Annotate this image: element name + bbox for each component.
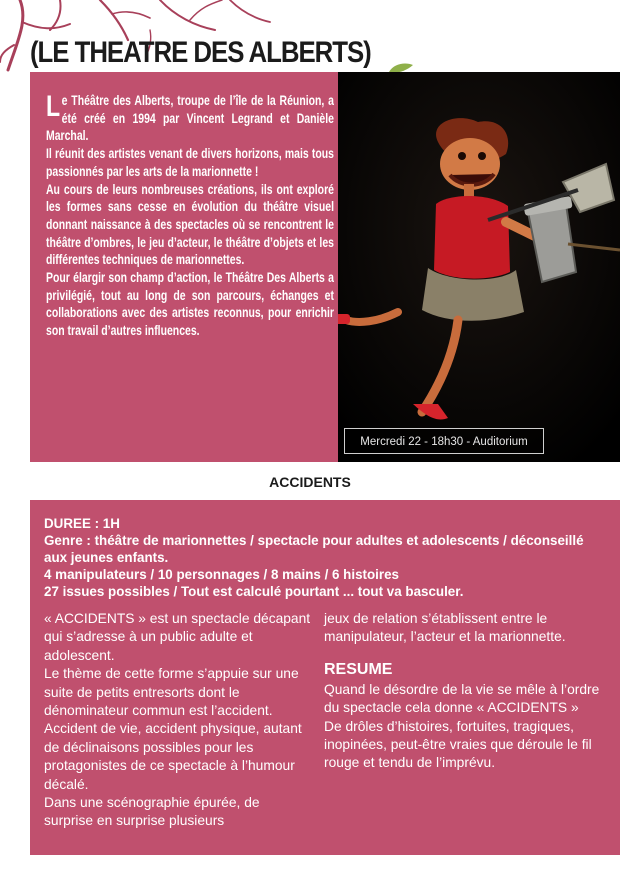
info-line: Genre : théâtre de marionnettes / spectacle pour adultes et adolescents / déconseillé aux jeunes enfants. — [44, 533, 584, 565]
dropcap: L — [46, 90, 61, 123]
description-paragraph: jeux de relation s’établissent entre le manipulateur, l’acteur et la marionnette. — [324, 611, 566, 645]
resume-paragraph: De drôles d’histoires, fortuites, tragiques, inopinées, peut-être vraies que déroule le fil rouge et tendu de l’imprévu. — [324, 718, 592, 771]
intro-paragraph: Au cours de leurs nombreuses créations, ils ont exploré les formes sans cesse en évolution du théâtre visuel donnant naissance à des spectacles où se rencontrent le théâtre d’ombres, le jeu d’acteur, le théâtre d’objets et les différentes techniques de marionnettes. — [46, 181, 334, 268]
page-title: (LE THEATRE DES ALBERTS) — [30, 36, 371, 69]
description-paragraph: Dans une scénographie épurée, de surprise en surprise plusieurs — [44, 795, 260, 829]
show-photo — [338, 72, 620, 462]
description-paragraph: « ACCIDENTS » est un spectacle décapant qui s’adresse à un public adulte et adolescent. — [44, 611, 311, 663]
show-panel — [30, 500, 620, 855]
show-title: ACCIDENTS — [269, 474, 351, 490]
description-column-left — [44, 610, 312, 831]
resume-heading: RESUME — [324, 660, 393, 678]
info-line: DUREE : 1H — [44, 516, 120, 531]
intro-paragraph-text: e Théâtre des Alberts, troupe de l’île de la Réunion, a été créé en 1994 par Vincent Legrand et Danièle Marchal. — [46, 93, 334, 144]
photo-caption: Mercredi 22 - 18h30 - Auditorium — [344, 428, 544, 454]
description-column-right — [324, 610, 604, 773]
intro-text — [46, 92, 334, 340]
intro-panel — [30, 72, 338, 462]
show-info — [44, 515, 604, 600]
intro-paragraph: Pour élargir son champ d’action, le Théâtre Des Alberts a privilégié, tout au long de son parcours, échanges et collaborations avec des artistes reconnus, pour enrichir son travail d’autres influences. — [46, 270, 334, 339]
resume-paragraph: Quand le désordre de la vie se mêle à l’ordre du spectacle cela donne « ACCIDENTS » — [324, 681, 600, 716]
intro-paragraph — [46, 92, 334, 145]
puppet-illustration — [338, 72, 620, 462]
info-line: 4 manipulateurs / 10 personnages / 8 mains / 6 histoires — [44, 567, 399, 582]
description-paragraph: Le thème de cette forme s’appuie sur une suite de petits entresorts dont le dénominateur commun est l’accident. Accident de vie, accident physique, autant de déclinaisons possibles pour les protagonistes de ce spectacle à l’humour décalé. — [44, 666, 302, 792]
intro-paragraph: Il réunit des artistes venant de divers horizons, mais tous passionnés par les arts de la marionnette ! — [46, 146, 334, 179]
info-line: 27 issues possibles / Tout est calculé pourtant ... tout va basculer. — [44, 584, 464, 599]
